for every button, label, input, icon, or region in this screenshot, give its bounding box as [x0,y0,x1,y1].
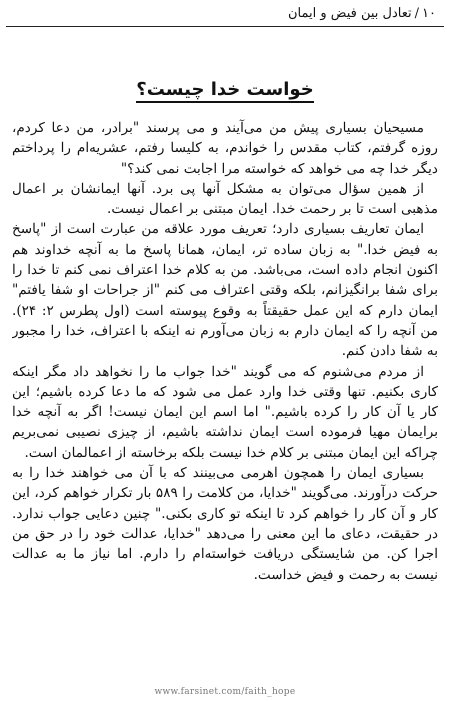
book-title: تعادل بین فیض و ایمان [287,6,412,21]
paragraph-3: ایمان تعاریف بسیاری دارد؛ تعریف مورد علاقه من عبارت است از "پاسخ به فیض خدا." به زبان ساده تر، ایمان، همانا پاسخ ما به آنچه خداوند هم اکنون انجام داده است، می‌باشد. من به کلام خدا اعتراف نمی کنم تا خدا را برای شفا برانگیزانم، بلکه وقتی اعتراف می کنم "از جراحات او شفا یافتم" ایمان دارم که این عمل حقیقتاً به وقوع پیوسته است (اول پطرس ۲: ۲۴). من آنچه را که ایمان دارم به زبان می‌آورم نه اینکه با اعتراف، خدا را مجبور به شفا دادن کنم. [12,221,438,360]
header-separator: / [414,6,420,21]
section-title-text: خواست خدا چیست؟ [136,79,313,103]
paragraph-1: مسیحیان بسیاری پیش من می‌آیند و می پرسند "برادر، من دعا کردم، روزه گرفتم، کتاب مقدس را خواندم، به کلیسا رفتم، عشریه‌ام را پرداختم دیگر خدا چه می خواهد که خواسته مرا اجابت نمی کند؟" [12,120,438,177]
footer-url: www.farsinet.com/faith_hope [154,687,296,697]
section-heading [0,78,450,102]
body-text [12,118,438,683]
running-header [14,4,436,24]
paragraph-5: بسیاری ایمان را همچون اهرمی می‌بینند که با آن می خواهند خدا را به حرکت درآورند. می‌گویند "خدایا، من کلامت را ۵۸۹ بار تکرار خواهم کرد، این کار و آن کار را خواهم کرد تا اینکه تو کاری بکنی." چنین دعایی جواب ندارد. در حقیقت، دعای ما این معنی را می‌دهد "خدایا، عدالت خود را در حق من اجرا کن. من شایستگی دریافت خواسته‌ام را دارم. اما نیاز ما به عدالت نیست به رحمت و فیض خداست. [12,465,438,583]
page-number: ۱۰ [422,6,436,21]
header-rule [6,26,444,27]
paragraph-4: از مردم می‌شنوم که می گویند "خدا جواب ما را نخواهد داد مگر اینکه کاری بکنیم. تنها وقتی خدا وارد عمل می شود که ما دعا کرده باشیم؛ این کار یا آن کار را کرده باشیم." اما اسم این ایمان نیست! اگر به آنچه خدا برایمان مهیا فرموده است ایمان نداشته باشیم، از چیزی نصیبی نمی‌بریم چراکه این ایمان مبتنی بر کلام خدا نیست بلکه برخاسته از اعمالمان است. [12,363,438,461]
paragraph-2: از همین سؤال می‌توان به مشکل آنها پی برد. آنها ایمانشان بر اعمال مذهبی است تا بر رحمت خدا. ایمان مبتنی بر اعمال نیست. [12,180,438,218]
